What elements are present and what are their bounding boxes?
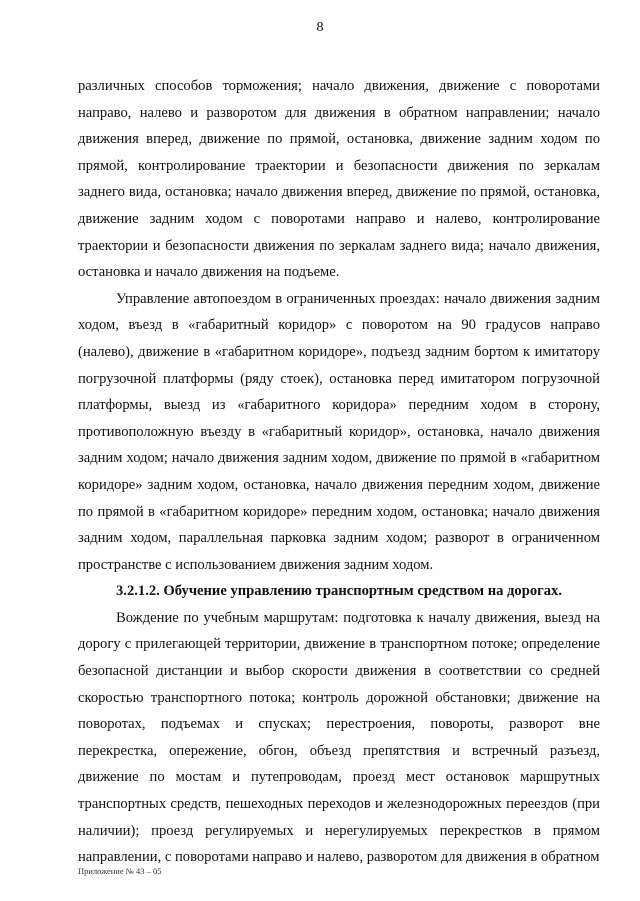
paragraph-road-train-control: Управление автопоездом в ограниченных проездах: начало движения задним ходом, въезд в «габаритный коридор» с поворотом на 90 градусов направо (налево), движение в «габаритном коридоре», подъезд задним бортом к имитатору погрузочной платформы (ряду стоек), остановка перед имитатором погрузочной платформы, выезд из «габаритного коридора» передним ходом в сторону, противоположную въезду в «габаритный коридор», остановка, начало движения задним ходом; начало движения задним ходом, движение по прямой в «габаритном коридоре» задним ходом, остановка, начало движения передним ходом, движение по прямой в «габаритном коридоре» передним ходом, остановка; начало движения задним ходом, параллельная парковка задним ходом; разворот в ограниченном пространстве с использованием движения задним ходом. <box>78 290 600 573</box>
section-heading: 3.2.1.2. Обучение управлению транспортным средством на дорогах. <box>116 583 563 600</box>
paragraph-continuation: различных способов торможения; начало движения, движение с поворотами направо, налево и разворотом для движения в обратном направлении; начало движения вперед, движение по прямой, остановка, движение задним ходом по прямой, контролирование траектории и безопасности движения по зеркалам заднего вида, остановка; начало движения вперед, движение по прямой, остановка, движение задним ходом с поворотами направо и налево, контролирование траектории и безопасности движения по зеркалам заднего вида; начало движения, остановка и начало движения на подъеме. <box>78 78 600 281</box>
footer-note: Приложение № 43 – 05 <box>78 866 162 876</box>
body-text <box>78 73 600 871</box>
paragraph-training-routes: Вождение по учебным маршрутам: подготовка к началу движения, выезд на дорогу с прилегающей территории, движение в транспортном потоке; определение безопасной дистанции и выбор скорости движения в соответствии со средней скоростью транспортного потока; контроль дорожной обстановки; движение на поворотах, подъемах и спусках; перестроения, повороты, разворот вне перекрестка, опережение, обгон, объезд препятствия и встречный разъезд, движение по мостам и путепроводам, проезд мест остановок маршрутных транспортных средств, пешеходных переходов и железнодорожных переездов (при наличии); проезд регулируемых и нерегулируемых перекрестков в прямом направлении, с поворотами направо и налево, разворотом для движения в обратном <box>78 609 600 866</box>
page-number: 8 <box>316 20 324 35</box>
